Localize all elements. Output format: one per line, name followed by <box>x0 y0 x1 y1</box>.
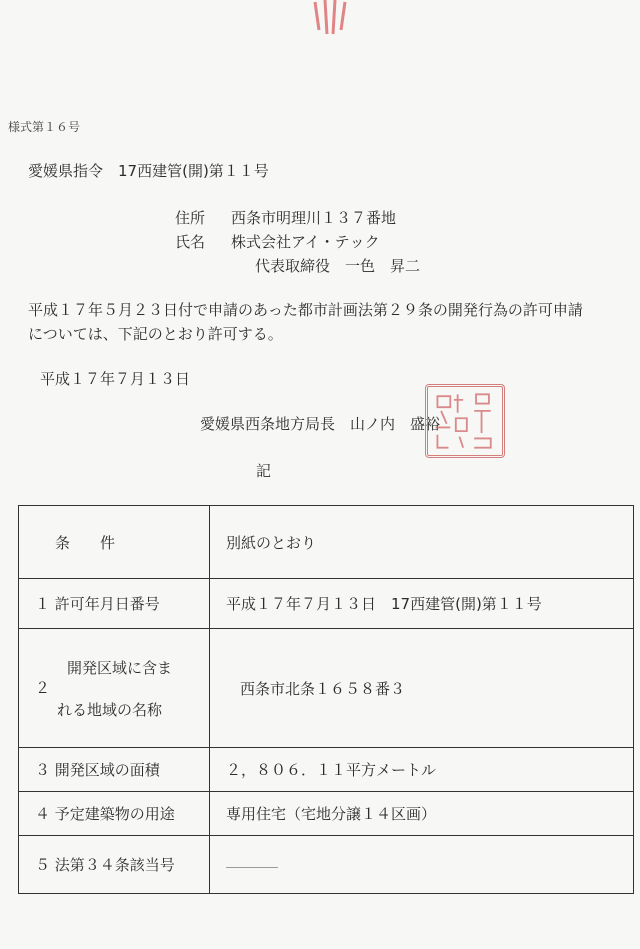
issue-date: 平成１７年７月１３日 <box>40 370 191 388</box>
building-use-value: 専用住宅（宅地分譲１４区画） <box>210 792 634 836</box>
area-size-value: ２，８０６．１１平方メートル <box>210 748 634 792</box>
area-name-value <box>210 629 634 748</box>
area-name-number: ２ <box>35 679 51 697</box>
top-seal-mark <box>305 0 355 40</box>
conditions-value: 別紙のとおり <box>210 506 634 579</box>
issuer: 愛媛県西条地方局長 山ノ内 盛裕 <box>200 415 441 433</box>
official-seal <box>425 384 505 458</box>
name-value: 株式会社アイ・テック <box>231 233 380 251</box>
address-value: 西条市明理川１３７番地 <box>231 209 397 227</box>
empty-dash <box>226 867 278 868</box>
area-size-label: ３ 開発区域の面積 <box>19 748 210 792</box>
area-name-label-line1: 開発区域に含ま <box>67 659 173 677</box>
permit-date-value: 平成１７年７月１３日 17西建管(開)第１１号 <box>210 579 634 629</box>
building-use-label: ４ 予定建築物の用途 <box>19 792 210 836</box>
address-label: 住所 <box>175 209 206 227</box>
table-row <box>19 579 634 629</box>
table-row <box>19 792 634 836</box>
table-row <box>19 836 634 894</box>
applicant-block <box>175 206 420 278</box>
ki-heading: 記 <box>256 462 272 480</box>
area-name-text: 西条市北条１６５８番３ <box>240 679 406 698</box>
article34-label: ５ 法第３４条該当号 <box>19 836 210 894</box>
address-row <box>175 206 420 230</box>
body-text: 平成１７年５月２３日付で申請のあった都市計画法第２９条の開発行為の許可申請については、下記のとおり許可する。 <box>28 301 583 343</box>
table-row <box>19 629 634 748</box>
name-row <box>175 230 420 254</box>
form-number: 様式第１６号 <box>8 120 81 134</box>
permit-date-label: １ 許可年月日番号 <box>19 579 210 629</box>
seal-icon <box>428 387 502 455</box>
representative: 代表取締役 一色 昇二 <box>255 257 421 275</box>
conditions-label-cell <box>19 506 210 579</box>
area-name-label-cell <box>19 629 210 748</box>
table-row <box>19 506 634 579</box>
conditions-table <box>18 505 634 894</box>
name-label: 氏名 <box>175 233 206 251</box>
conditions-label: 条 件 <box>55 533 116 552</box>
table-row <box>19 748 634 792</box>
document-number: 愛媛県指令 17西建管(開)第１１号 <box>28 162 269 180</box>
article34-value <box>210 836 634 894</box>
area-name-label-line2: れる地域の名称 <box>57 701 163 719</box>
